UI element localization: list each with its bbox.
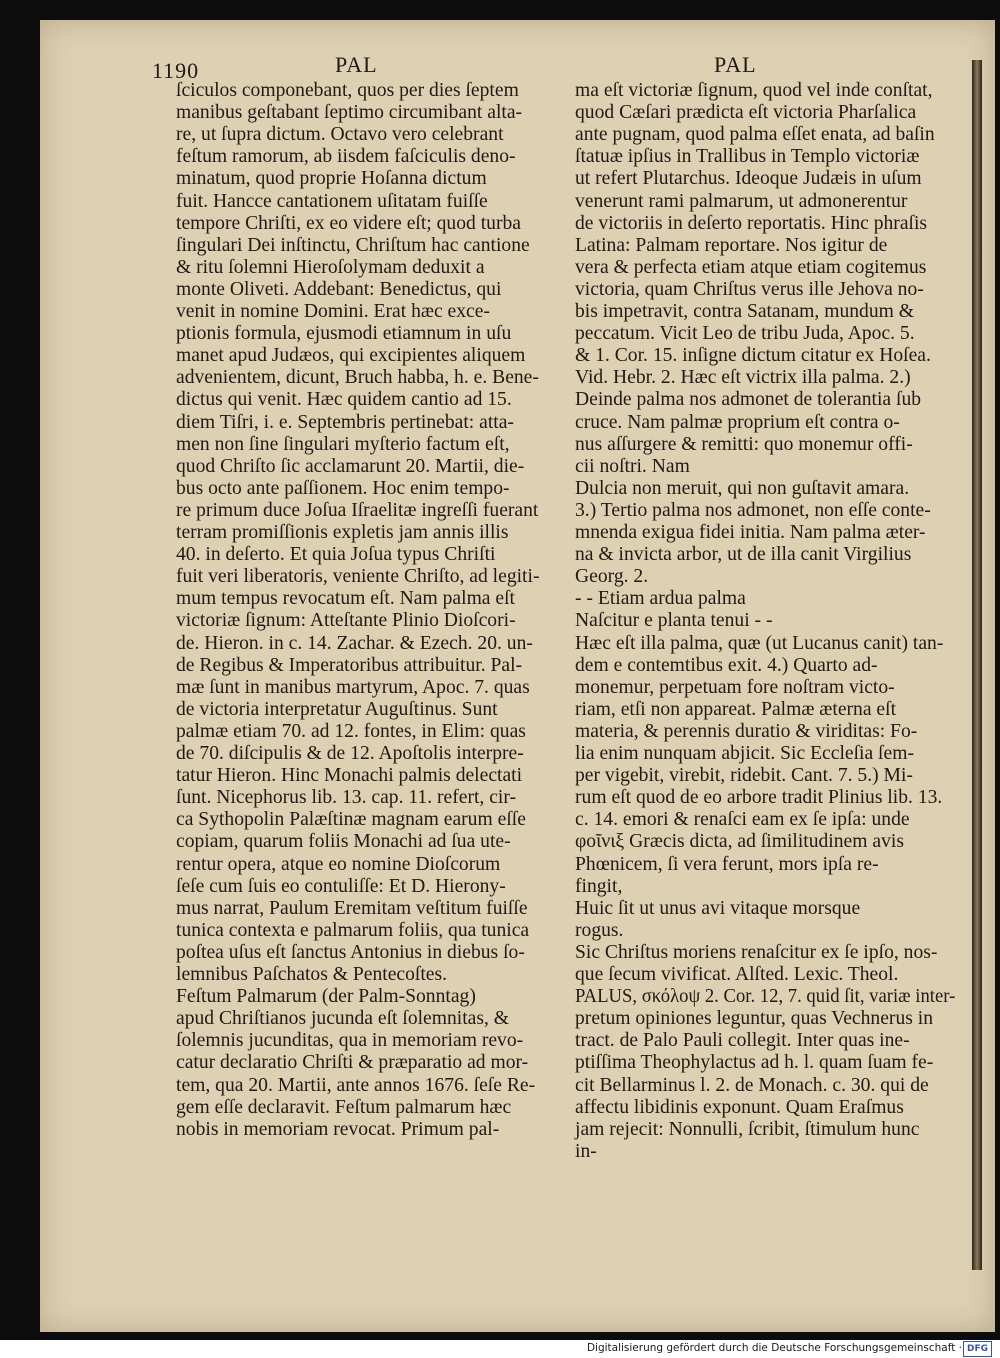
text-line: copiam, quarum foliis Monachi ad ſua ute- — [176, 831, 511, 853]
text-line: ptiſſima Theophylactus ad h. l. quam ſuam fe- — [575, 1052, 934, 1074]
text-line: per vigebit, virebit, ridebit. Cant. 7. 5.) Mi- — [575, 765, 913, 787]
funding-notice: Digitalisierung gefördert durch die Deutsche Forschungsgemeinschaft · — [586, 1342, 962, 1354]
text-line: dictus qui venit. Hæc quidem cantio ad 15. — [176, 389, 512, 411]
text-line: de. Hieron. in c. 14. Zachar. & Ezech. 20. un- — [176, 632, 533, 654]
text-line: & 1. Cor. 15. inſigne dictum citatur ex Hoſea. — [575, 345, 931, 367]
text-line: fingit, — [575, 875, 623, 897]
text-line: vera & perfecta etiam atque etiam cogitemus — [575, 256, 927, 278]
text-line: re primum duce Joſua Iſraelitæ ingreſſi fuerant — [176, 499, 539, 521]
text-line: bis impetravit, contra Satanam, mundum & — [575, 301, 915, 322]
dfg-logo: DFG — [963, 1341, 992, 1357]
text-line: mus narrat, Paulum Eremitam veſtitum fuiſſe — [176, 897, 528, 919]
text-line: riam, etſi non appareat. Palmæ æterna eſt — [575, 698, 897, 720]
text-line: Latina: Palmam reportare. Nos igitur de — [575, 234, 888, 256]
text-line: de 70. diſcipulis & de 12. Apoſtolis interpre- — [176, 743, 524, 764]
text-line: re, ut ſupra dictum. Octavo vero celebrant — [176, 124, 504, 146]
text-line: manibus geſtabant ſeptimo circumibant alta- — [176, 102, 523, 124]
text-line: peccatum. Vicit Leo de tribu Juda, Apoc. 5. — [575, 323, 915, 345]
text-line: victoriæ ſignum: Atteſtante Plinio Dioſcori- — [176, 610, 516, 632]
text-line: pretum opiniones leguntur, quas Vechnerus in — [575, 1008, 934, 1030]
text-line: Feſtum Palmarum (der Palm-Sonntag) — [176, 986, 476, 1008]
text-line: terram promiſſionis expletis jam annis illis — [176, 522, 509, 543]
text-line: ſeſe cum ſuis eo contuliſſe: Et D. Hierony- — [176, 875, 506, 897]
text-line: feſtum ramorum, ab iisdem faſciculis deno- — [176, 146, 516, 168]
text-line: Georg. 2. — [575, 566, 649, 588]
text-line: tunica contexta e palmarum foliis, qua tunica — [176, 919, 530, 941]
text-line: Phœnicem, ſi vera ferunt, mors ipſa re- — [575, 853, 879, 875]
text-line: manet apud Judæos, qui excipientes aliquem — [176, 345, 526, 367]
page-edge — [972, 60, 982, 1270]
text-line: c. 14. emori & renaſci eam ex ſe ipſa: unde — [575, 809, 910, 831]
text-line: 40. in deſerto. Et quia Joſua typus Chriſti — [176, 544, 496, 566]
text-line: tem, qua 20. Martii, ante annos 1676. ſeſe Re- — [176, 1074, 536, 1096]
text-line: ſingulari Dei inſtinctu, Chriſtum hac cantione — [176, 234, 530, 256]
text-line: venerunt rami palmarum, ut admonerentur — [575, 190, 908, 212]
text-line: bus octo ante paſſionem. Hoc enim tempo- — [176, 477, 510, 499]
text-line: de victoriis in deſerto reportatis. Hinc phraſis — [575, 212, 928, 234]
text-line: in- — [575, 1140, 597, 1162]
text-line: diem Tiſri, i. e. Septembris pertinebat: atta- — [176, 411, 514, 433]
text-line: 3.) Tertio palma nos admonet, non eſſe conte- — [575, 499, 931, 521]
text-line: cii noſtri. Nam — [575, 455, 690, 477]
text-line: minatum, quod proprie Hoſanna dictum — [176, 168, 487, 190]
text-line: Huic ſit ut unus avi vitaque morsque — [575, 897, 861, 919]
text-line: mnenda exigua fidei initia. Nam palma æter- — [575, 522, 926, 543]
text-line: monte Oliveti. Addebant: Benedictus, qui — [176, 278, 502, 300]
text-line: mæ ſunt in manibus martyrum, Apoc. 7. quas — [176, 676, 530, 698]
text-line: palmæ etiam 70. ad 12. fontes, in Elim: quas — [176, 720, 526, 742]
text-line: ſciculos componebant, quos per dies ſeptem — [176, 80, 519, 101]
text-line: cruce. Nam palmæ proprium eſt contra o- — [575, 411, 900, 433]
text-line: lia enim nunquam abjicit. Sic Eccleſia ſem- — [575, 743, 914, 764]
text-line: ſtatuæ ipſius in Trallibus in Templo victoriæ — [575, 146, 920, 168]
text-line: ca Sythopolin Palæſtinæ magnam earum eſſe — [176, 809, 526, 831]
text-line: rentur opera, atque eo nomine Dioſcorum — [176, 853, 501, 875]
text-line: ſunt. Nicephorus lib. 13. cap. 11. refert, cir- — [176, 787, 517, 809]
text-line: men non ſine ſingulari myſterio factum eſt, — [176, 433, 510, 455]
text-line: gem eſſe declaravit. Feſtum palmarum hæc — [176, 1096, 512, 1118]
text-line: Dulcia non meruit, qui non guſtavit amara. — [575, 477, 910, 499]
text-line: tract. de Palo Pauli collegit. Inter quas ine- — [575, 1030, 910, 1052]
text-line: Naſcitur e planta tenui - - — [575, 610, 773, 632]
page-number: 1190 — [152, 58, 200, 83]
text-line: apud Chriſtianos jucunda eſt ſolemnitas, & — [176, 1008, 510, 1030]
text-line: lemnibus Paſchatos & Pentecoſtes. — [176, 964, 448, 985]
text-line: ptionis formula, ejusmodi etiamnum in uſu — [176, 323, 512, 345]
text-line: mum tempus revocatum eſt. Nam palma eſt — [176, 588, 515, 610]
text-line: materia, & perennis duratio & viriditas: Fo- — [575, 720, 918, 742]
text-line: fuit veri liberatoris, veniente Chriſto, ad legiti- — [176, 566, 540, 588]
text-line: fuit. Hancce cantationem uſitatam fuiſſe — [176, 190, 488, 212]
text-line: poſtea uſus eſt ſanctus Antonius in diebus ſo- — [176, 941, 525, 963]
footer-bar — [0, 1340, 1000, 1358]
text-line: rum eſt quod de eo arbore tradit Plinius lib. 13. — [575, 787, 943, 809]
text-line: jam rejecit: Nonnulli, ſcribit, ſtimulum hunc — [575, 1118, 920, 1140]
text-line: advenientem, dicunt, Bruch habba, h. e. Bene- — [176, 367, 539, 389]
left-running-head: PAL — [335, 52, 378, 77]
text-line: catur declaratio Chriſti & præparatio ad mor- — [176, 1052, 529, 1074]
text-line: quod Chriſto ſic acclamarunt 20. Martii, die- — [176, 455, 525, 477]
text-line: - - Etiam ardua palma — [575, 588, 746, 610]
text-line: Hæc eſt illa palma, quæ (ut Lucanus canit) tan- — [575, 632, 944, 654]
text-line: monemur, perpetuam fore noſtram victo- — [575, 676, 895, 698]
text-line: ut refert Plutarchus. Ideoque Judæis in uſum — [575, 168, 922, 190]
text-line: nus aſſurgere & remitti: quo monemur offi- — [575, 433, 913, 455]
text-line: Sic Chriſtus moriens renaſcitur ex ſe ipſo, nos- — [575, 941, 938, 963]
text-line: affectu libidinis exponunt. Quam Eraſmus — [575, 1096, 904, 1118]
text-line: quod Cæſari prædicta eſt victoria Pharſalica — [575, 102, 917, 124]
text-line: tatur Hieron. Hinc Monachi palmis delectati — [176, 765, 523, 787]
text-line: ſolemnis jucunditas, qua in memoriam revo- — [176, 1030, 524, 1052]
right-running-head: PAL — [714, 52, 757, 77]
text-line: PALUS, σκόλοψ 2. Cor. 12, 7. quid ſit, variæ inter- — [575, 986, 956, 1008]
text-line: cit Bellarminus l. 2. de Monach. c. 30. qui de — [575, 1074, 929, 1096]
text-line: Deinde palma nos admonet de tolerantia ſub — [575, 389, 922, 411]
text-line: na & invicta arbor, ut de illa canit Virgilius — [575, 544, 912, 566]
text-line: que ſecum vivificat. Alſted. Lexic. Theol. — [575, 964, 899, 985]
text-line: de Regibus & Imperatoribus attribuitur. Pal- — [176, 654, 523, 676]
text-line: φοῖνιξ Græcis dicta, ad ſimilitudinem avis — [575, 831, 904, 853]
text-line: tempore Chriſti, ex eo videre eſt; quod turba — [176, 212, 521, 234]
text-line: dem e contemtibus exit. 4.) Quarto ad- — [575, 654, 878, 676]
text-line: rogus. — [575, 919, 624, 941]
left-column — [176, 80, 568, 1180]
text-line: venit in nomine Domini. Erat hæc exce- — [176, 301, 490, 322]
right-column — [575, 80, 955, 1200]
text-line: victoria, quam Chriſtus verus ille Jehova no- — [575, 278, 924, 300]
text-line: & ritu ſolemni Hieroſolymam deduxit a — [176, 256, 485, 278]
text-line: ma eſt victoriæ ſignum, quod vel inde conſtat, — [575, 80, 933, 101]
text-line: Vid. Hebr. 2. Hæc eſt victrix illa palma. 2.) — [575, 367, 911, 389]
text-line: de victoria interpretatur Auguſtinus. Sunt — [176, 698, 498, 720]
text-line: nobis in memoriam revocat. Primum pal- — [176, 1118, 500, 1140]
text-line: ante pugnam, quod palma eſſet enata, ad baſin — [575, 124, 935, 146]
